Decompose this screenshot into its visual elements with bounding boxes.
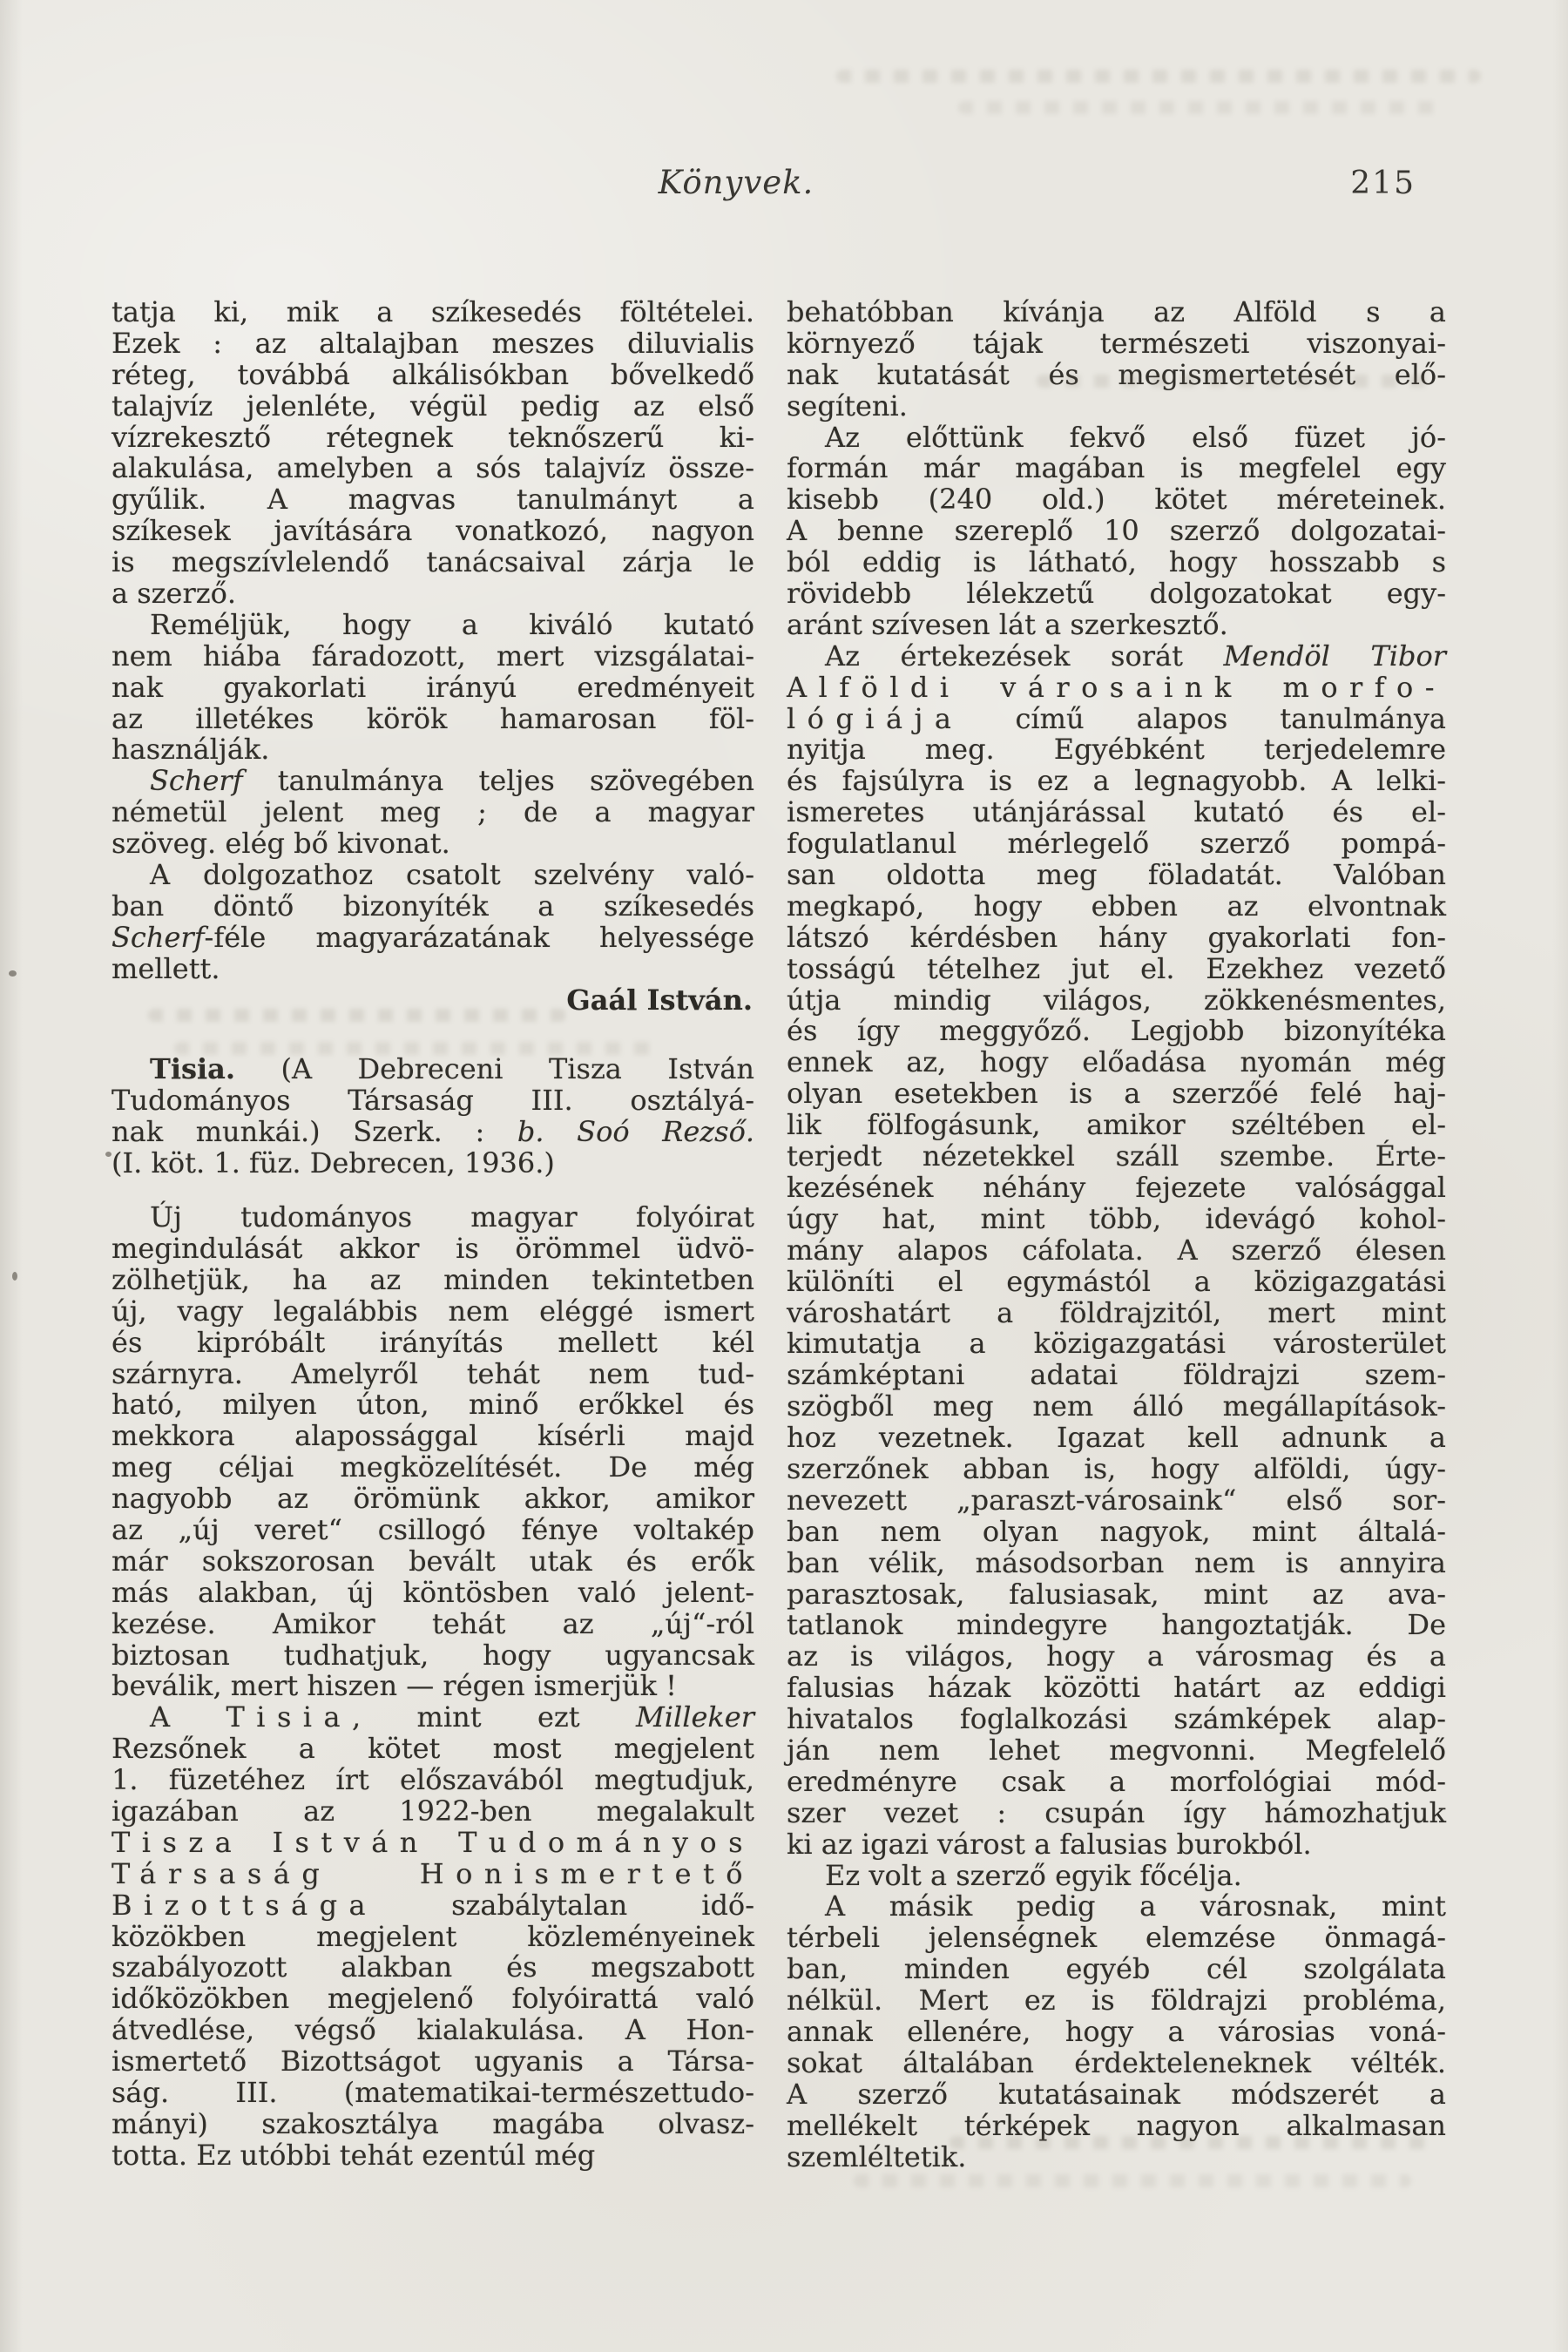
text-line	[112, 920, 754, 954]
text-line	[787, 641, 1446, 672]
text-line	[787, 1891, 1446, 1923]
plain-text: szerzőnek abban is, hogy alföldi, úgy-	[787, 1451, 1446, 1485]
text-line	[112, 1262, 754, 1296]
plain-text: meg céljai megközelítését. De még	[112, 1450, 754, 1484]
text-line	[112, 547, 754, 578]
text-line	[112, 734, 754, 766]
plain-text: behatóbban kívánja az Alföld s a	[787, 295, 1446, 328]
plain-text: zölhetjük, ha az minden tekintetben	[112, 1262, 754, 1296]
italic-text: Scherf	[150, 764, 243, 798]
plain-text: ján nem lehet megvonni. Megfelelő	[787, 1733, 1446, 1767]
italic-text: Mendöl Tibor	[1223, 639, 1447, 672]
text-line	[787, 1954, 1446, 1985]
text-line	[787, 1579, 1446, 1611]
plain-text: terjedt nézetekkel száll szembe. Érte-	[787, 1139, 1446, 1173]
plain-text: szárnyra. Amelyről tehát nem tud-	[112, 1356, 754, 1390]
plain-text: átvedlése, végső kialakulása. A Hon-	[112, 2013, 754, 2047]
plain-text: térbeli jelenségnek elemzése önmagá-	[787, 1921, 1446, 1955]
text-line	[787, 1485, 1446, 1517]
text-line	[112, 1765, 754, 1796]
text-line	[787, 766, 1446, 797]
text-line	[112, 484, 754, 516]
text-line	[112, 607, 754, 641]
plain-text: úgy hat, mint több, idevágó kohol-	[787, 1201, 1446, 1235]
text-line	[787, 1985, 1446, 2017]
plain-text: más alakban, új köntösben való jelent-	[112, 1575, 754, 1609]
plain-text: városhatárt a földrajzitól, mert mint	[787, 1295, 1446, 1329]
plain-text: hoz vezetnek. Igazat kell adnunk a	[787, 1421, 1446, 1455]
italic-text: b. Soó Rezső.	[517, 1115, 755, 1149]
text-line	[787, 1858, 1446, 1892]
plain-text: beválik, mert hiszen — régen ismerjük !	[112, 1669, 678, 1703]
letterspaced-text: Alföldi városaink morfo-	[787, 670, 1446, 704]
text-line	[112, 1452, 754, 1484]
plain-text: segíteni.	[787, 389, 908, 422]
text-line	[112, 797, 754, 828]
text-line	[112, 1606, 754, 1640]
page-number: 215	[1350, 166, 1416, 201]
text-line	[112, 516, 754, 547]
paragraph	[112, 860, 754, 985]
text-line	[112, 1512, 754, 1546]
text-line	[112, 1702, 754, 1734]
text-line	[112, 1085, 754, 1117]
text-line	[787, 920, 1446, 954]
plain-text: megkapó, hogy ebben az elvontnak	[787, 889, 1446, 923]
bleed-through-artifact	[950, 2136, 1437, 2149]
text-line	[787, 1235, 1446, 1267]
plain-text: (I. köt. 1. füz. Debrecen, 1936.)	[112, 1146, 555, 1180]
text-line	[787, 2079, 1446, 2111]
plain-text: san oldotta meg föladatát. Valóban	[787, 858, 1446, 892]
text-line	[112, 453, 754, 484]
plain-text: tatlanok mindegyre hangoztatják. De	[787, 1608, 1446, 1642]
text-line	[787, 607, 1446, 641]
text-line	[787, 891, 1446, 923]
plain-text: réteg, továbbá alkálisókban bővelkedő	[112, 357, 754, 391]
plain-text: nem hiába fáradozott, mert vizsgálatai-	[112, 639, 754, 672]
plain-text: megindulását akkor is örömmel üdvö-	[112, 1231, 754, 1265]
bold-text: Tisia.	[150, 1052, 236, 1086]
plain-text: nak kutatását és megismertetését elő-	[787, 357, 1446, 391]
plain-text: -féle magyarázatának helyessége	[204, 920, 754, 954]
text-line	[787, 1673, 1446, 1704]
paragraph	[787, 422, 1446, 641]
plain-text: Az értekezések sorát	[825, 639, 1224, 672]
review-author-signature: Gaál István.	[566, 983, 753, 1017]
text-line	[787, 1545, 1446, 1579]
plain-text: németül jelent meg ; de a magyar	[112, 795, 754, 829]
letterspaced-text: Tisia	[226, 1700, 352, 1734]
text-line	[112, 1856, 754, 1890]
text-line	[112, 2140, 754, 2172]
plain-text: mány alapos cáfolata. A szerző élesen	[787, 1233, 1446, 1267]
plain-text: olyan esetekben is a szerzőé felé haj-	[787, 1077, 1446, 1111]
text-line	[112, 1117, 754, 1148]
plain-text: ság. III. (matematikai-természettudo-	[112, 2075, 754, 2109]
plain-text: mányi) szakosztálya magába olvasz-	[112, 2106, 754, 2140]
plain-text: A benne szereplő 10 szerző dolgozatai-	[787, 514, 1446, 548]
text-line	[787, 1704, 1446, 1735]
text-line	[787, 1641, 1446, 1673]
plain-text: szöveg. elég bő kivonat.	[112, 827, 450, 861]
text-line	[787, 1795, 1446, 1829]
plain-text: gyűlik. A magvas tanulmányt a	[112, 483, 754, 517]
plain-text: szemléltetik.	[787, 2139, 967, 2173]
plain-text: szer vezet : csupán így hámozhatjuk	[787, 1795, 1446, 1829]
text-line	[112, 1054, 754, 1085]
plain-text: talajvíz jelenléte, végül pedig az első	[112, 389, 754, 422]
text-line	[112, 1148, 754, 1179]
plain-text: 1. füzetéhez írt előszavából megtudjuk,	[112, 1763, 754, 1797]
plain-text: eredményre csak a morfológiai mód-	[787, 1764, 1446, 1798]
text-line	[787, 328, 1446, 360]
running-title: Könyvek.	[658, 164, 814, 201]
plain-text: kimutatja a közigazgatási városterület	[787, 1327, 1446, 1361]
text-line	[787, 2045, 1446, 2079]
italic-text: Scherf	[112, 920, 205, 954]
text-line	[112, 1484, 754, 1515]
plain-text: kezésének néhány fejezete valósággal	[787, 1170, 1446, 1204]
text-column-left	[112, 297, 754, 2172]
text-line	[787, 951, 1446, 985]
text-line	[112, 1825, 754, 1859]
plain-text: már sokszorosan bevált utak és erők	[112, 1544, 754, 1578]
plain-text: Ez volt a szerző egyik főcélja.	[825, 1858, 1242, 1892]
text-line	[112, 297, 754, 328]
text-line	[112, 1575, 754, 1609]
text-line	[787, 1451, 1446, 1485]
text-line	[112, 1734, 754, 1765]
text-line	[787, 1141, 1446, 1173]
plain-text: nak munkái.) Szerk. :	[112, 1115, 517, 1149]
plain-text: Tudományos Társaság III. osztályá-	[112, 1084, 754, 1118]
plain-text: mellékelt térképek nagyon alkalmasan	[787, 2108, 1446, 2142]
text-line	[787, 484, 1446, 516]
text-line	[112, 2106, 754, 2140]
page-header	[0, 164, 1568, 207]
plain-text: Az előttünk fekvő első füzet jó-	[825, 420, 1446, 454]
plain-text: időközökben megjelenő folyóirattá való	[112, 1982, 754, 2016]
plain-text: lik fölfogásunk, amikor széltében el-	[787, 1108, 1446, 1142]
plain-text: új, vagy legalábbis nem eléggé ismert	[112, 1294, 754, 1328]
text-line	[787, 422, 1446, 454]
text-line	[112, 328, 754, 360]
text-line	[112, 1296, 754, 1328]
bleed-through-artifact	[958, 101, 1446, 114]
text-line	[112, 891, 754, 923]
text-line	[787, 1295, 1446, 1329]
plain-text: ban, minden egyéb cél szolgálata	[787, 1952, 1446, 1986]
text-line	[112, 1890, 754, 1922]
plain-text: alakulása, amelyben a sós talajvíz össze-	[112, 451, 754, 485]
plain-text: nyitja meg. Egyébként terjedelemre	[787, 733, 1446, 767]
text-line	[787, 1078, 1446, 1110]
plain-text: látszó kérdésben hány gyakorlati fon-	[787, 920, 1446, 954]
text-line	[112, 2075, 754, 2109]
letterspaced-text: lógiája	[787, 701, 963, 735]
text-line	[112, 1671, 754, 1702]
plain-text: A másik pedig a városnak, mint	[825, 1889, 1446, 1923]
plain-text: ható, milyen úton, minő erőkkel és	[112, 1388, 754, 1422]
paragraph	[787, 1891, 1446, 2173]
text-line	[787, 1423, 1446, 1454]
text-line	[112, 1202, 754, 1233]
plain-text: nagyobb az örömünk akkor, amikor	[112, 1482, 754, 1516]
text-line	[112, 828, 754, 860]
paragraph	[112, 1054, 754, 1179]
plain-text: vízrekesztő rétegnek teknőszerű ki-	[112, 420, 754, 454]
plain-text: nak gyakorlati irányú eredményeit	[112, 670, 754, 704]
text-line	[112, 1796, 754, 1828]
text-line	[112, 1952, 754, 1984]
plain-text: parasztosak, falusiasak, mint az ava-	[787, 1577, 1446, 1611]
text-line	[112, 1233, 754, 1265]
plain-text: annak ellenére, hogy a városias voná-	[787, 2014, 1446, 2048]
paragraph	[787, 297, 1446, 422]
bleed-through-artifact	[836, 70, 1481, 83]
text-line	[787, 860, 1446, 891]
plain-text: tosságú tételhez jut el. Ezekhez vezető	[787, 951, 1446, 985]
plain-text: nélkül. Mert ez is földrajzi probléma,	[787, 1984, 1446, 2017]
plain-text: környező tájak természeti viszonyai-	[787, 326, 1446, 360]
text-line	[787, 1360, 1446, 1391]
plain-text: biztosan tudhatjuk, hogy ugyancsak	[112, 1638, 754, 1672]
text-line	[787, 547, 1446, 578]
plain-text: Reméljük, hogy a kiváló kutató	[150, 607, 754, 641]
text-line	[787, 1016, 1446, 1047]
plain-text: az is világos, hogy a városmag és a	[787, 1639, 1446, 1673]
text-line	[787, 516, 1446, 547]
plain-text: mekkora alapossággal kísérli majd	[112, 1419, 754, 1453]
plain-text: totta. Ez utóbbi tehát ezentúl még	[112, 2138, 596, 2172]
text-line	[112, 1640, 754, 1672]
plain-text: ban nem olyan nagyok, mint általá-	[787, 1514, 1446, 1548]
plain-text: A dolgozathoz csatolt szelvény való-	[150, 858, 754, 892]
plain-text: különíti el egymástól a közigazgatási	[787, 1264, 1446, 1298]
paragraph	[787, 641, 1446, 1861]
text-line	[112, 1421, 754, 1452]
text-column-right	[787, 297, 1446, 2173]
text-line	[112, 701, 754, 735]
text-line	[112, 578, 754, 610]
plain-text: ennek az, hogy előadása nyomán még	[787, 1045, 1446, 1079]
text-line	[787, 1201, 1446, 1235]
text-line	[787, 1923, 1446, 1954]
plain-text: aránt szívesen lát a szerkesztő.	[787, 607, 1228, 641]
plain-text: használják.	[112, 733, 270, 767]
text-line	[787, 985, 1446, 1017]
plain-text: és fajsúlyra is ez a legnagyobb. A lelki-	[787, 764, 1446, 798]
plain-text: (A Debreceni Tisza István	[235, 1052, 754, 1086]
plain-text: ban döntő bizonyíték a szíkesedés	[112, 889, 754, 923]
text-line	[112, 641, 754, 672]
text-line	[787, 828, 1446, 860]
paragraph	[112, 766, 754, 860]
text-line	[112, 2015, 754, 2046]
bleed-through-artifact	[148, 1009, 566, 1022]
text-line	[787, 1391, 1446, 1423]
text-line	[112, 1356, 754, 1390]
text-line	[112, 1389, 754, 1421]
text-line	[787, 701, 1446, 735]
text-line	[787, 734, 1446, 766]
plain-text: ki az igazi várost a falusias burokból.	[787, 1827, 1312, 1861]
letterspaced-text: Bizottsága	[112, 1888, 378, 1922]
text-line	[112, 1325, 754, 1359]
plain-text: fogulatlanul mérlegelő szerző pompá-	[787, 827, 1446, 861]
text-line	[787, 1514, 1446, 1548]
text-line	[787, 1764, 1446, 1798]
text-line	[112, 1984, 754, 2015]
plain-text: az illetékes körök hamarosan föl-	[112, 701, 754, 735]
plain-text: ismertető Bizottságot ugyanis a Társa-	[112, 2044, 754, 2078]
plain-text: kezése. Amikor tehát az „új“-ról	[112, 1606, 754, 1640]
plain-text: és így meggyőző. Legjobb bizonyítéka	[787, 1014, 1446, 1048]
text-line	[112, 860, 754, 891]
plain-text: szögből meg nem álló megállapítások-	[787, 1389, 1446, 1423]
bleed-through-artifact	[174, 1042, 662, 1055]
plain-text: is megszívlelendő tanácsaival zárja le	[112, 545, 754, 579]
text-line	[112, 766, 754, 797]
scan-speck	[12, 1272, 17, 1281]
scan-speck	[9, 970, 17, 977]
plain-text: formán már magában is megfelel egy	[787, 451, 1446, 485]
plain-text: A	[150, 1700, 226, 1734]
paragraph	[112, 1202, 754, 1702]
plain-text: igazában az 1922-ben megalakult	[112, 1794, 754, 1828]
plain-text: Ezek : az altalajban meszes diluvialis	[112, 326, 754, 360]
plain-text: kisebb (240 old.) kötet méreteinek.	[787, 483, 1446, 517]
plain-text: szabálytalan idő-	[377, 1888, 754, 1922]
text-line	[112, 422, 754, 454]
text-line	[787, 1735, 1446, 1767]
text-line	[787, 391, 1446, 422]
text-line	[787, 672, 1446, 704]
plain-text: A szerző kutatásainak módszerét a	[787, 2077, 1446, 2111]
text-line	[787, 1328, 1446, 1360]
plain-text: Rezsőnek a kötet most megjelent	[112, 1732, 754, 1766]
paragraph	[787, 1858, 1446, 1892]
plain-text: mellett.	[112, 951, 220, 985]
plain-text: című alapos tanulmánya	[963, 701, 1446, 735]
plain-text: útja mindig világos, zökkenésmentes,	[787, 983, 1446, 1017]
plain-text: a szerző.	[112, 577, 237, 611]
letterspaced-text: Tisza István Tudományos	[112, 1825, 754, 1859]
text-line	[787, 578, 1446, 610]
text-line	[787, 2014, 1446, 2048]
plain-text: , mint ezt	[352, 1700, 636, 1734]
text-line	[112, 357, 754, 391]
text-line	[787, 1047, 1446, 1078]
italic-text: Milleker	[635, 1700, 755, 1734]
plain-text: ból eddig is látható, hogy hosszabb s	[787, 545, 1446, 579]
plain-text: és kipróbált irányítás mellett kél	[112, 1325, 754, 1359]
plain-text: számképtani adatai földrajzi szem-	[787, 1358, 1446, 1392]
text-line	[112, 672, 754, 704]
plain-text: szabályozott alakban és megszabott	[112, 1950, 754, 1984]
text-line	[787, 297, 1446, 328]
text-line	[112, 391, 754, 422]
plain-text: tanulmánya teljes szövegében	[242, 764, 754, 798]
bleed-through-artifact	[1037, 375, 1437, 388]
text-line	[112, 1546, 754, 1578]
text-line	[112, 951, 754, 985]
plain-text: sokat általában érdekteleneknek vélték.	[787, 2045, 1446, 2079]
paragraph	[112, 607, 754, 767]
text-line	[787, 797, 1446, 828]
text-line	[112, 1919, 754, 1953]
plain-text: falusias házak közötti határt az eddigi	[787, 1671, 1446, 1705]
text-line	[787, 1110, 1446, 1141]
plain-text: szíkesek javítására vonatkozó, nagyon	[112, 514, 754, 548]
plain-text: ismeretes utánjárással kutató és el-	[787, 795, 1446, 829]
bleed-through-artifact	[854, 2174, 1411, 2187]
plain-text: közökben megjelent közleményeinek	[112, 1919, 754, 1953]
plain-text: Új tudományos magyar folyóirat	[150, 1200, 754, 1234]
text-line	[787, 1170, 1446, 1204]
plain-text: hivatalos foglalkozási számképek alap-	[787, 1702, 1446, 1736]
text-line	[787, 453, 1446, 484]
text-line	[787, 1829, 1446, 1861]
paragraph	[112, 297, 754, 610]
plain-text: rövidebb lélekzetű dolgozatokat egy-	[787, 577, 1446, 611]
text-line	[787, 1610, 1446, 1641]
text-line	[787, 1264, 1446, 1298]
plain-text: nevezett „paraszt-városaink“ első sor-	[787, 1483, 1446, 1517]
plain-text: tatja ki, mik a szíkesedés föltételei.	[112, 295, 754, 328]
letterspaced-text: Társaság Honismertető	[112, 1856, 754, 1890]
plain-text: az „új veret“ csillogó fénye voltakép	[112, 1512, 754, 1546]
plain-text: ban vélik, másodsorban nem is annyira	[787, 1545, 1446, 1579]
paragraph	[112, 1702, 754, 2171]
text-line	[112, 2046, 754, 2078]
scan-speck	[105, 1152, 112, 1157]
